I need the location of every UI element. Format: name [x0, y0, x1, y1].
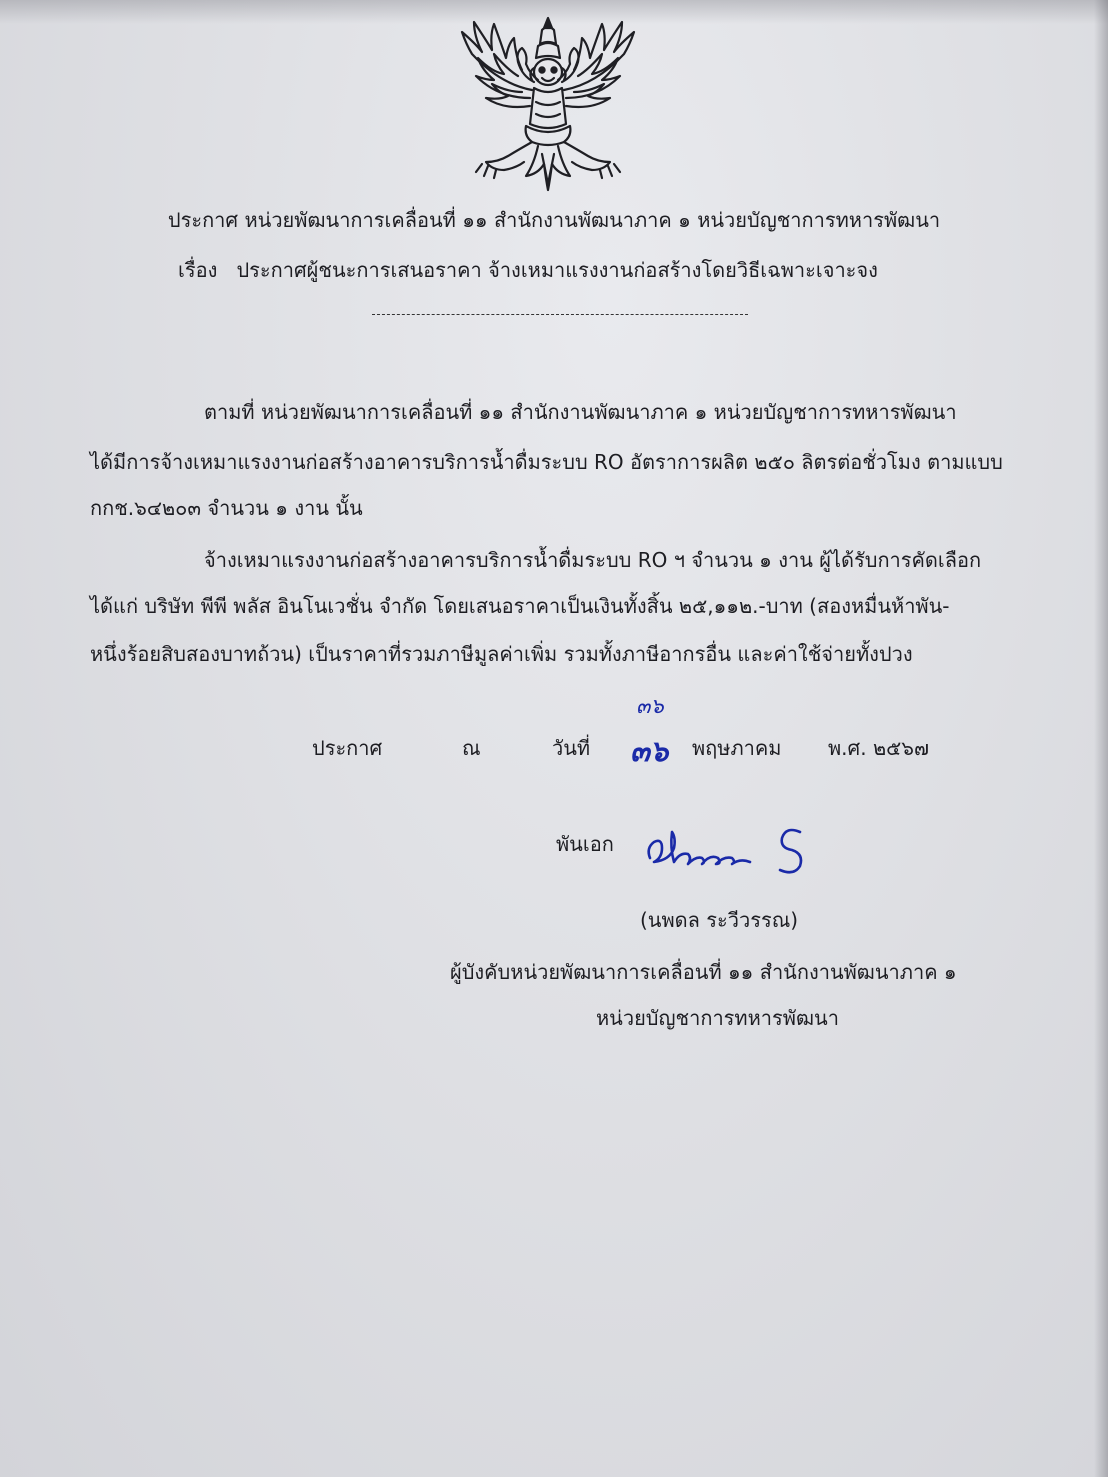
title-divider	[372, 314, 748, 315]
paragraph-2-line-3: หนึ่งร้อยสิบสองบาทถ้วน) เป็นราคาที่รวมภาษีมูลค่าเพิ่ม รวมทั้งภาษีอากรอื่น และค่าใช้จ่ายทั้งปวง	[90, 642, 913, 666]
rank-label: พันเอก	[556, 832, 614, 856]
subject-line	[178, 256, 878, 284]
handwritten-day: ๓๖	[630, 734, 669, 768]
announcement-title: ประกาศ หน่วยพัฒนาการเคลื่อนที่ ๑๑ สำนักงานพัฒนาภาค ๑ หน่วยบัญชาการทหารพัฒนา	[167, 208, 941, 232]
month-text: พฤษภาคม	[692, 736, 782, 760]
signer-name: (นพดล ระวีวรรณ)	[640, 908, 799, 932]
paragraph-1-line-2: ได้มีการจ้างเหมาแรงงานก่อสร้างอาคารบริการน้ำดื่มระบบ RO อัตราการผลิต ๒๕๐ ลิตรต่อชั่วโมง ตามแบบ	[90, 450, 1003, 474]
subject-text: ประกาศผู้ชนะการเสนอราคา จ้างเหมาแรงงานก่อสร้างโดยวิธีเฉพาะเจาะจง	[236, 258, 878, 282]
day-label: วันที่	[552, 736, 591, 760]
handwritten-signature-icon	[640, 818, 820, 882]
subject-label: เรื่อง	[178, 258, 218, 282]
paragraph-2-line-2: ได้แก่ บริษัท พีพี พลัส อินโนเวชั่น จำกัด โดยเสนอราคาเป็นเงินทั้งสิ้น ๒๕,๑๑๒.-บาท (สองหมื่นห้าพัน-	[90, 594, 950, 618]
signer-position-line-1: ผู้บังคับหน่วยพัฒนาการเคลื่อนที่ ๑๑ สำนักงานพัฒนาภาค ๑	[450, 960, 957, 984]
paragraph-1-line-1: ตามที่ หน่วยพัฒนาการเคลื่อนที่ ๑๑ สำนักงานพัฒนาภาค ๑ หน่วยบัญชาการทหารพัฒนา	[204, 400, 957, 424]
garuda-emblem-icon	[452, 14, 644, 196]
signer-position-line-2: หน่วยบัญชาการทหารพัฒนา	[596, 1006, 839, 1030]
announce-label: ประกาศ	[312, 736, 383, 760]
paragraph-1-line-3: กกช.๖๔๒๐๓ จำนวน ๑ งาน นั้น	[90, 496, 363, 520]
paragraph-2-line-1: จ้างเหมาแรงงานก่อสร้างอาคารบริการน้ำดื่มระบบ RO ฯ จำนวน ๑ งาน ผู้ได้รับการคัดเลือก	[204, 548, 982, 572]
at-label: ณ	[462, 736, 481, 760]
year-text: พ.ศ. ๒๕๖๗	[828, 736, 930, 760]
handwritten-day-correction: ๓๖	[636, 694, 664, 718]
